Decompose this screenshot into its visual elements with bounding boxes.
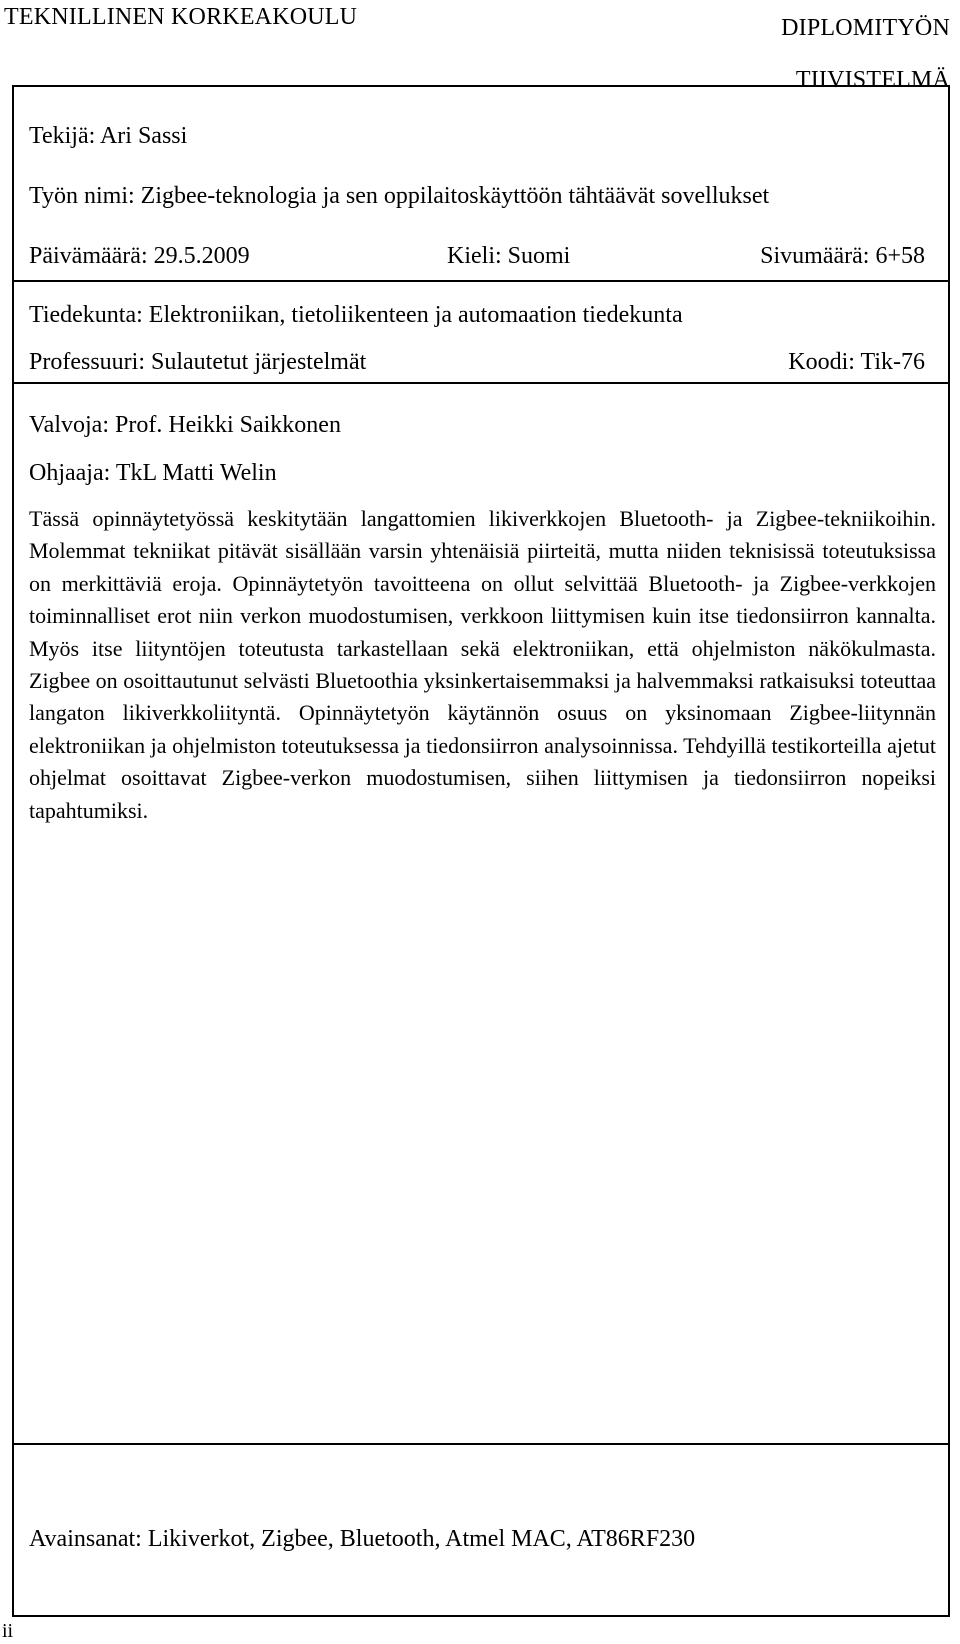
- document-type-line-1: DIPLOMITYÖN: [781, 15, 950, 41]
- divider-before-keywords: [12, 1443, 950, 1445]
- keywords-field: Avainsanat: Likiverkot, Zigbee, Bluetooth, Atmel MAC, AT86RF230: [29, 1526, 696, 1552]
- abstract-text: Tässä opinnäytetyössä keskitytään langattomien likiverkkojen Bluetooth- ja Zigbee-tekniikoihin. Molemmat tekniikat pitävät sisällään varsin yhtenäisiä piirteitä, mutta niiden teknisissä toteutuksissa on merkittäviä eroja. Opinnäytetyön tavoitteena on ollut selvittää Bluetooth- ja Zigbee-verkkojen toiminnalliset erot niin verkon muodostumisen, verkkoon liittymisen kuin itse tiedonsiirron kannalta. Myös itse liityntöjen toteutusta tarkastellaan sekä elektroniikan, että ohjelmiston näkökulmasta. Zigbee on osoittautunut selvästi Bluetoothia yksinkertaisemmaksi ja halvemmaksi ratkaisuksi toteuttaa langaton likiverkkoliityntä. Opinnäytetyön käytännön osuus on yksinomaan Zigbee-liitynnän elektroniikan ja ohjelmiston toteutuksessa ja tiedonsiirron analysoinnissa. Tehdyillä testikorteilla ajetut ohjelmat osoittavat Zigbee-verkon muodostumisen, siihen liittymisen ja tiedonsiirron nopeiksi tapahtumiksi.: [29, 506, 936, 823]
- supervisor-field: Valvoja: Prof. Heikki Saikkonen: [29, 412, 341, 438]
- language-field: Kieli: Suomi: [447, 243, 571, 269]
- thesis-title-field: Työn nimi: Zigbee-teknologia ja sen oppilaitoskäyttöön tähtäävät sovellukset: [29, 183, 770, 209]
- faculty-field: Tiedekunta: Elektroniikan, tietoliikenteen ja automaation tiedekunta: [29, 302, 683, 328]
- document-type-line-2: TIIVISTELMÄ: [795, 67, 950, 93]
- course-code-field: Koodi: Tik-76: [788, 349, 925, 375]
- date-field: Päivämäärä: 29.5.2009: [29, 243, 250, 269]
- university-name: TEKNILLINEN KORKEAKOULU: [4, 4, 358, 30]
- page-count-field: Sivumäärä: 6+58: [760, 243, 925, 269]
- divider-after-code: [12, 382, 950, 384]
- instructor-field: Ohjaaja: TkL Matti Welin: [29, 460, 277, 486]
- professorship-field: Professuuri: Sulautetut järjestelmät: [29, 349, 367, 375]
- divider-after-date: [12, 280, 950, 282]
- author-field: Tekijä: Ari Sassi: [29, 123, 188, 149]
- page-number: ii: [2, 1620, 14, 1642]
